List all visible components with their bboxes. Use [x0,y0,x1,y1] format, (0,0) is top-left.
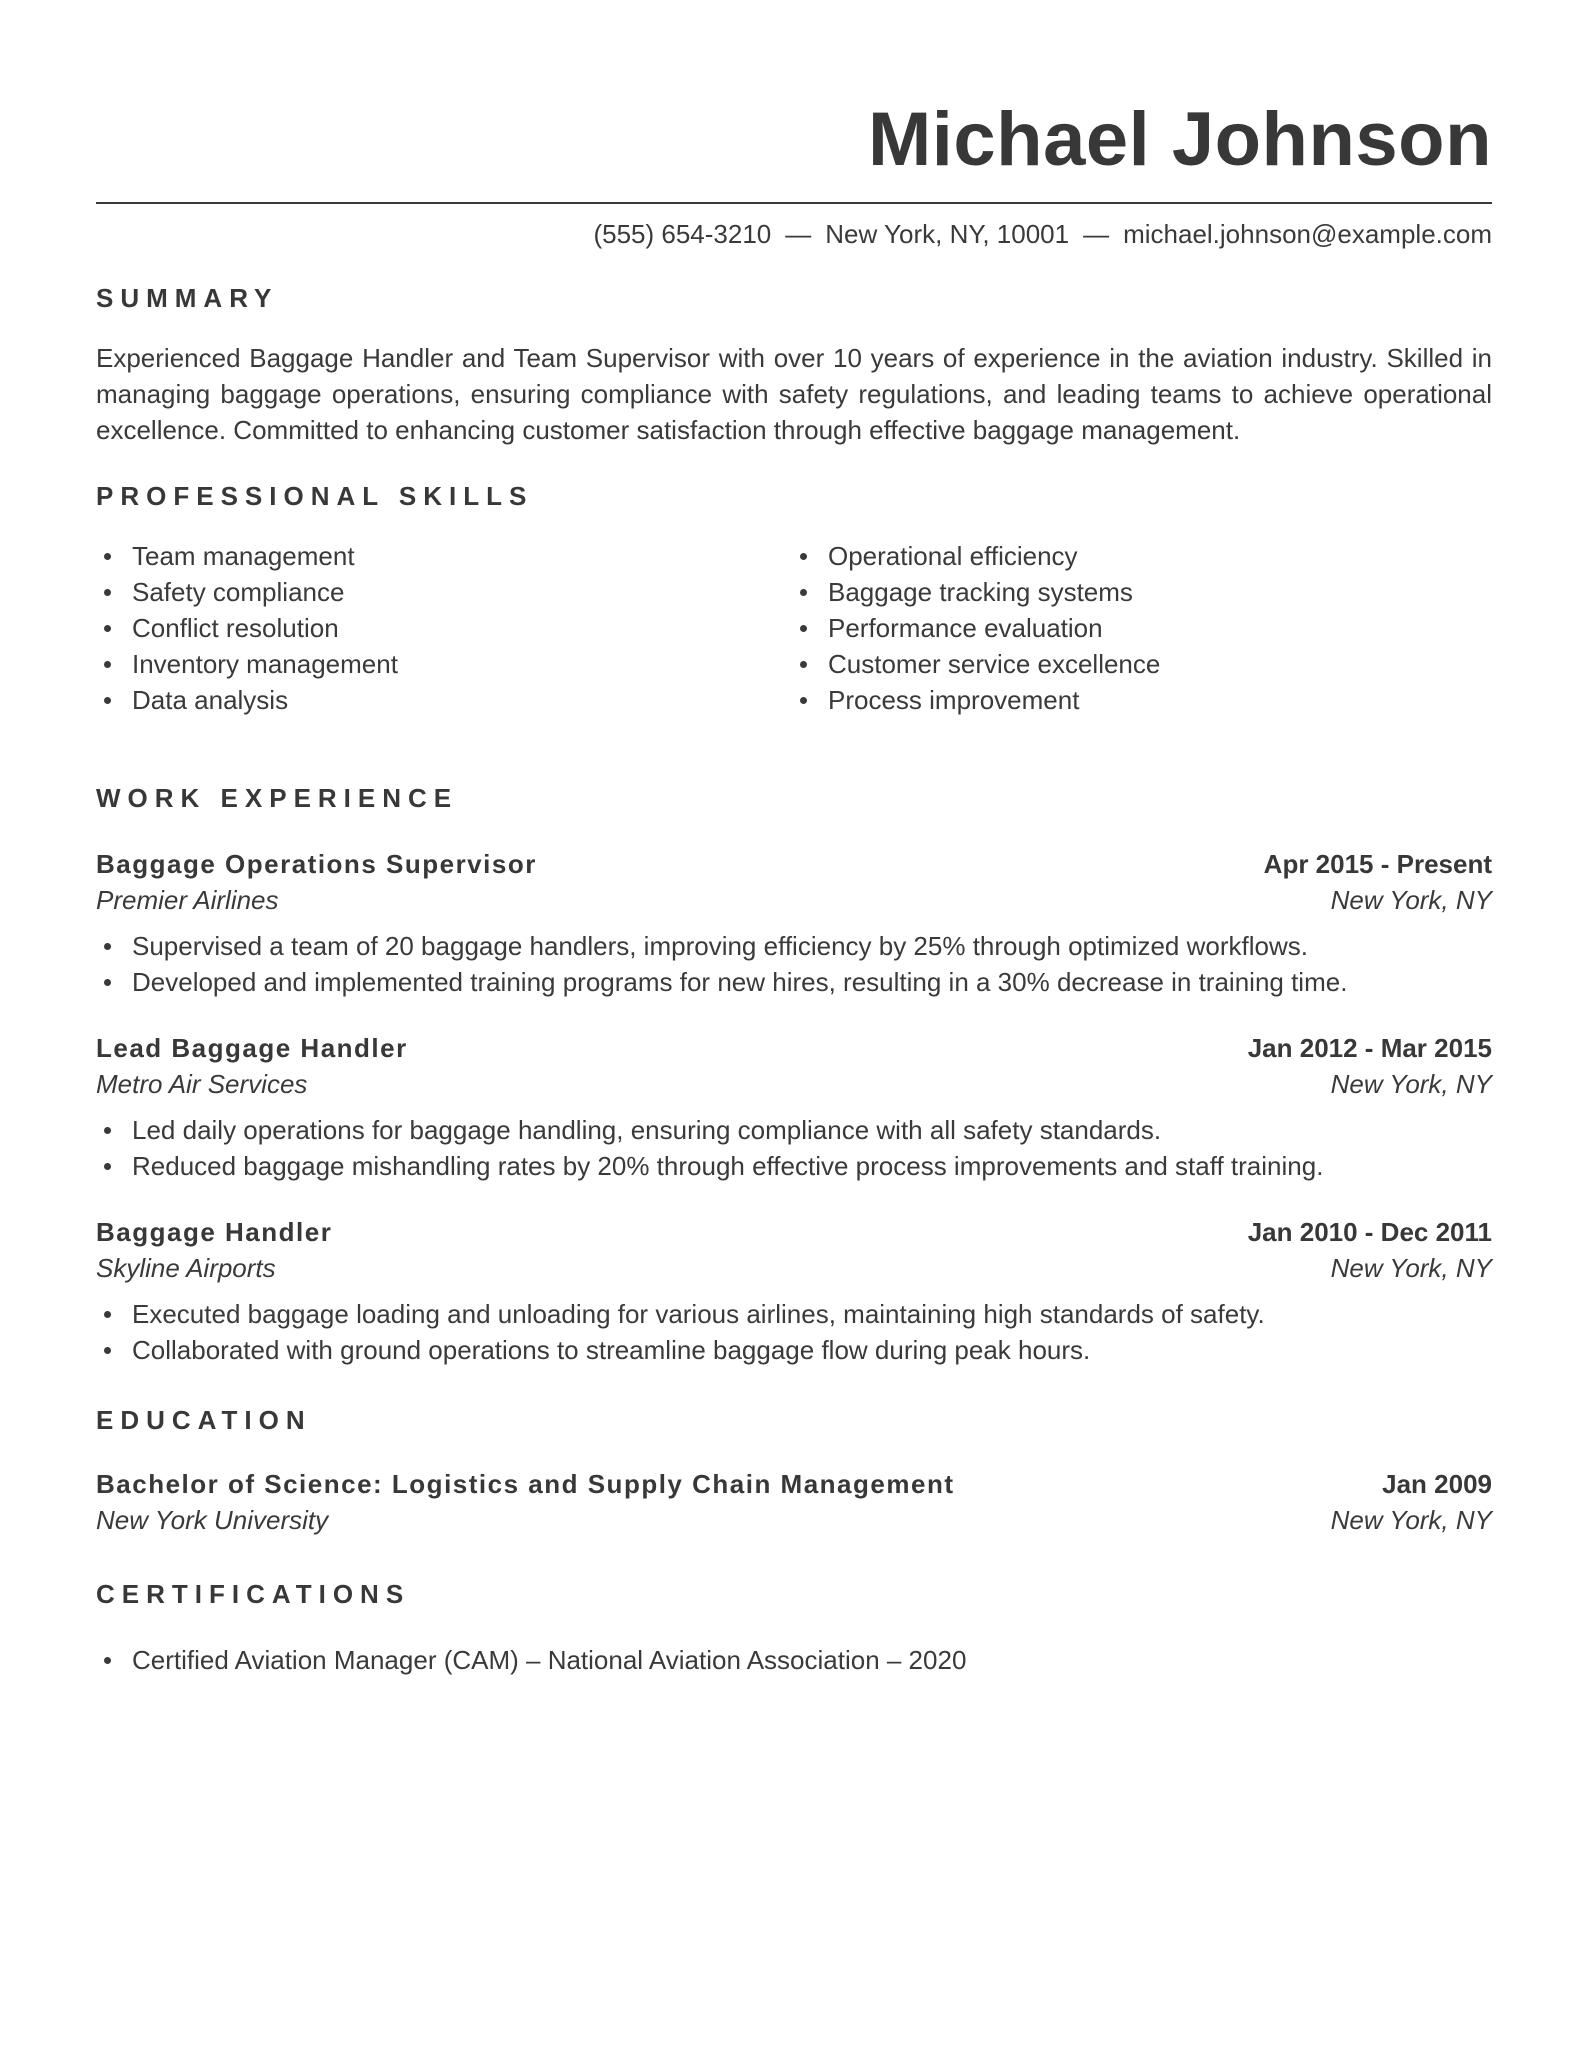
job-bullet: Supervised a team of 20 baggage handlers, improving efficiency by 25% through optimized workflows. [96,928,1492,964]
skill-item: Safety compliance [96,574,792,610]
skill-item: Performance evaluation [792,610,1488,646]
contact-line [96,218,1492,250]
education-entry [96,1466,1492,1538]
job-bullet: Led daily operations for baggage handling, ensuring compliance with all safety standards. [96,1112,1492,1148]
education-date: Jan 2009 [1382,1469,1492,1499]
job-title: Lead Baggage Handler [96,1033,408,1063]
job-title: Baggage Operations Supervisor [96,849,537,879]
school-name: New York University [96,1505,329,1535]
summary-text: Experienced Baggage Handler and Team Supervisor with over 10 years of experience in the aviation industry. Skilled in managing baggage operations, ensuring compliance with safety regulations, and leading teams to achieve operational excellence. Committed to enhancing customer satisfaction through effective baggage management. [96,343,1492,445]
job-entry [96,1030,1492,1184]
job-bullets [96,1296,1492,1368]
job-bullet: Executed baggage loading and unloading for various airlines, maintaining high standards of safety. [96,1296,1492,1332]
contact-email[interactable]: michael.johnson@example.com [1123,219,1492,249]
job-location: New York, NY [1330,1069,1492,1099]
contact-separator: — [785,219,812,249]
skills-column-right [792,538,1488,718]
job-dates: Apr 2015 - Present [1263,849,1492,879]
skills-column-left [96,538,792,718]
skills-list [96,538,1492,718]
skill-item: Inventory management [96,646,792,682]
contact-address: New York, NY, 10001 [825,219,1070,249]
job-title: Baggage Handler [96,1217,333,1247]
skill-item: Baggage tracking systems [792,574,1488,610]
school-location: New York, NY [1330,1505,1492,1535]
certification-item: Certified Aviation Manager (CAM) – National Aviation Association – 2020 [96,1642,1492,1678]
job-location: New York, NY [1330,1253,1492,1283]
education-heading: EDUCATION [96,1405,312,1435]
candidate-name: Michael Johnson [867,97,1492,182]
job-bullet: Collaborated with ground operations to streamline baggage flow during peak hours. [96,1332,1492,1368]
work-experience-heading: WORK EXPERIENCE [96,783,459,813]
contact-separator: — [1083,219,1110,249]
job-bullets [96,1112,1492,1184]
job-entry [96,1214,1492,1368]
skill-item: Conflict resolution [96,610,792,646]
job-bullets [96,928,1492,1000]
job-dates: Jan 2010 - Dec 2011 [1247,1217,1492,1247]
job-entry [96,846,1492,1000]
header-divider [96,202,1492,204]
job-company: Metro Air Services [96,1069,308,1099]
summary-heading: SUMMARY [96,283,279,313]
job-dates: Jan 2012 - Mar 2015 [1247,1033,1492,1063]
skill-item: Process improvement [792,682,1488,718]
contact-phone: (555) 654-3210 [593,219,772,249]
job-location: New York, NY [1330,885,1492,915]
certifications-heading: CERTIFICATIONS [96,1579,411,1609]
skill-item: Data analysis [96,682,792,718]
certifications-list [96,1642,1492,1678]
skill-item: Team management [96,538,792,574]
degree: Bachelor of Science: Logistics and Supply Chain Management [96,1469,955,1499]
job-bullet: Reduced baggage mishandling rates by 20% through effective process improvements and staff training. [96,1148,1492,1184]
job-company: Premier Airlines [96,885,279,915]
job-bullet: Developed and implemented training programs for new hires, resulting in a 30% decrease in training time. [96,964,1492,1000]
skill-item: Operational efficiency [792,538,1488,574]
skills-heading: PROFESSIONAL SKILLS [96,481,534,511]
skill-item: Customer service excellence [792,646,1488,682]
job-company: Skyline Airports [96,1253,276,1283]
